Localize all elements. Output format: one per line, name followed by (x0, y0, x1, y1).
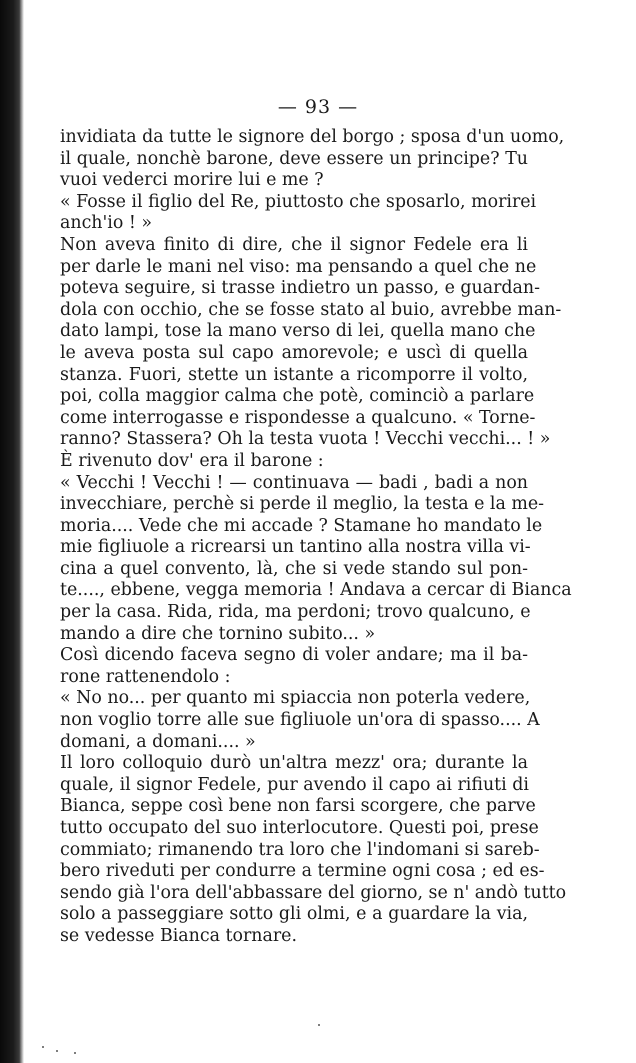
text-line: bero riveduti per condurre a termine ogni cosa ; ed es- (60, 861, 545, 882)
text-line: dato lampi, tose la mano verso di lei, quella mano che (60, 321, 536, 342)
text-line: È rivenuto dov' era il barone : (60, 450, 324, 471)
text-line: Non aveva finito di dire, che il signor Fedele era li (60, 234, 528, 255)
text-line: solo a passeggiare sotto gli olmi, e a guardare la via, (60, 904, 528, 925)
text-line: quale, il signor Fedele, pur avendo il capo ai rifiuti di (60, 774, 529, 795)
text-line: per darle le mani nel viso: ma pensando a quel che ne (60, 256, 537, 277)
text-line: il quale, nonchè barone, deve essere un principe? Tu (60, 148, 528, 169)
text-line: anch'io ! » (60, 213, 153, 234)
text-line: vuoi vederci morire lui e me ? (60, 170, 324, 191)
text-line: dola con occhio, che se fosse stato al buio, avrebbe man- (60, 299, 562, 320)
body-text (60, 127, 572, 948)
text-line: « Vecchi ! Vecchi ! — continuava — badi , badi a non (60, 472, 528, 493)
print-speck (42, 1046, 44, 1048)
text-line: invecchiare, perchè si perde il meglio, la testa e la me- (60, 494, 545, 515)
text-line: mando a dire che tornino subito... » (60, 623, 376, 644)
page-binding-shadow (0, 0, 24, 1063)
text-line: come interrogasse e rispondesse a qualcuno. « Torne- (60, 407, 536, 428)
text-line: rone rattenendolo : (60, 666, 231, 687)
text-line: stanza. Fuori, stette un istante a ricomporre il volto, (60, 364, 528, 385)
text-line: Bianca, seppe così bene non farsi scorgere, che parve (60, 796, 536, 817)
print-speck (318, 1024, 320, 1026)
text-line: tutto occupato del suo interlocutore. Questi poi, prese (60, 818, 539, 838)
print-speck (74, 1052, 76, 1054)
text-line: « No no... per quanto mi spiaccia non poterla vedere, (60, 688, 531, 709)
text-line: poteva seguire, si trasse indietro un passo, e guardan- (60, 278, 540, 299)
text-line: commiato; rimanendo tra loro che l'indomani si sareb- (60, 839, 540, 860)
text-line: cina a quel convento, là, che si vede stando sul pon- (60, 558, 528, 579)
text-line: Così dicendo faceva segno di voler andare; ma il ba- (60, 645, 528, 666)
text-line: non voglio torre alle sue figliuole un'ora di spasso.... A (60, 710, 540, 731)
text-line: domani, a domani.... » (60, 731, 256, 752)
text-line: sendo già l'ora dell'abbassare del giorno, se n' andò tutto (60, 882, 567, 903)
text-line: invidiata da tutte le signore del borgo ; sposa d'un uomo, (60, 127, 565, 147)
print-speck (56, 1050, 58, 1052)
text-line: moria.... Vede che mi accade ? Stamane ho mandato le (60, 515, 543, 536)
page-number: — 93 — (277, 96, 359, 118)
text-line: poi, colla maggior calma che potè, cominciò a parlare (60, 386, 535, 407)
text-line: se vedesse Bianca tornare. (60, 925, 297, 946)
text-line: le aveva posta sul capo amorevole; e uscì di quella (60, 342, 528, 363)
text-line: Il loro colloquio durò un'altra mezz' ora; durante la (60, 753, 528, 774)
text-line: te...., ebbene, vegga memoria ! Andava a cercar di Bianca (60, 580, 572, 601)
text-line: ranno? Stassera? Oh la testa vuota ! Vecchi vecchi... ! » (60, 429, 551, 450)
text-line: mie figliuole a ricrearsi un tantino alla nostra villa vi- (60, 537, 531, 558)
text-line: per la casa. Rida, rida, ma perdoni; trovo qualcuno, e (60, 602, 531, 623)
text-line: « Fosse il figlio del Re, piuttosto che sposarlo, morirei (60, 191, 537, 212)
